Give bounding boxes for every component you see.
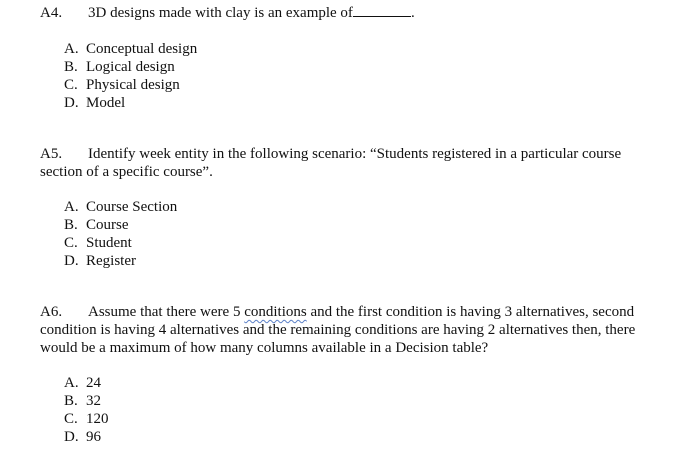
option-a6-a[interactable]: A. 24 (64, 375, 101, 391)
option-a5-b[interactable]: B. Course (64, 217, 129, 233)
question-a4-text (40, 4, 650, 22)
question-a4-stem: 3D designs made with clay is an example of (88, 5, 353, 21)
question-a4-options (64, 40, 650, 112)
question-a5-number: A5. (40, 146, 63, 162)
option-a5-c[interactable]: C. Student (64, 235, 132, 251)
option-a6-b[interactable]: B. 32 (64, 393, 101, 409)
question-a6-text (40, 303, 650, 357)
question-a5-stem: Identify week entity in the following scenario: “Students registered in a particular course section of a specific course”. (40, 146, 622, 180)
question-a6-stem-part1: Assume that there were 5 (88, 304, 241, 320)
option-a5-d[interactable]: D. Register (64, 253, 136, 269)
option-a4-c[interactable]: C. Physical design (64, 77, 180, 93)
question-a6-number: A6. (40, 304, 63, 320)
answer-blank (353, 4, 411, 17)
question-a4-number: A4. (40, 5, 63, 21)
question-a5-options (64, 198, 650, 270)
question-a4-stem-end: . (410, 5, 415, 21)
question-a6-stem-part2: and the first condition is having 3 alternatives, second condition is having 4 alternatives and the remaining conditions are having 2 alternatives then, there would be a maximum of how many columns available in a Decision table? (40, 304, 636, 356)
question-a5 (40, 145, 650, 270)
option-a5-a[interactable]: A. Course Section (64, 199, 178, 215)
option-a4-d[interactable]: D. Model (64, 95, 126, 111)
question-a4 (40, 4, 650, 112)
question-a6-options (64, 374, 650, 446)
question-a6 (40, 303, 650, 446)
option-a4-b[interactable]: B. Logical design (64, 59, 175, 75)
question-a5-text (40, 145, 650, 181)
option-a6-c[interactable]: C. 120 (64, 411, 109, 427)
option-a4-a[interactable]: A. Conceptual design (64, 41, 198, 57)
spellcheck-flagged-word[interactable]: conditions (244, 304, 307, 320)
option-a6-d[interactable]: D. 96 (64, 429, 101, 445)
